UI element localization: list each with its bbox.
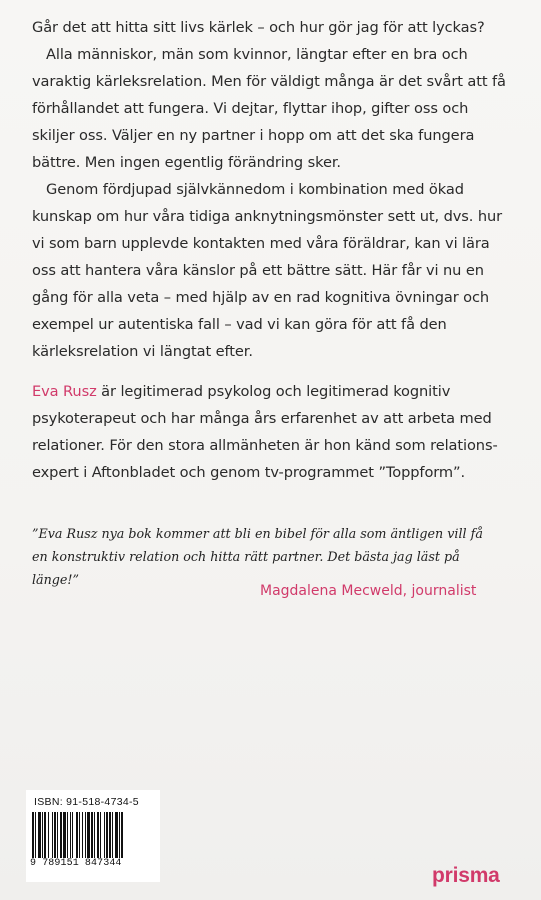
barcode-bar	[112, 812, 113, 858]
barcode-bar	[106, 812, 108, 858]
barcode-bar	[32, 812, 34, 858]
barcode-bar	[100, 812, 101, 858]
barcode-bar	[70, 812, 71, 858]
barcode-bar	[91, 812, 93, 858]
barcode-bar	[54, 812, 56, 858]
barcode-bar	[35, 812, 36, 858]
barcode-bar	[63, 812, 66, 858]
publisher-logo: prisma	[432, 864, 500, 887]
barcode-bar	[48, 812, 49, 858]
review-quote-text: ”Eva Rusz nya bok kommer att bli en bibel för alla som äntligen vill få en konstruktiv relation och hitta rätt partner. Det bästa jag läst på länge!”	[32, 526, 483, 587]
author-name: Eva Rusz	[32, 383, 97, 400]
blurb	[32, 14, 514, 365]
barcode-bar	[60, 812, 62, 858]
barcode-bar	[121, 812, 123, 858]
barcode-bar	[87, 812, 90, 858]
author-paragraph	[32, 378, 522, 486]
barcode-bar	[82, 812, 83, 858]
barcode-bar	[52, 812, 53, 858]
review-attribution: Magdalena Mecweld, journalist	[260, 583, 477, 599]
barcode-bar	[97, 812, 99, 858]
barcode-bar	[115, 812, 118, 858]
barcode-bar	[79, 812, 80, 858]
barcode-bar	[109, 812, 111, 858]
blurb-lead: Går det att hitta sitt livs kärlek – och hur gör jag för att lyckas?	[32, 19, 485, 36]
barcode-bar	[119, 812, 120, 858]
barcode-bar	[57, 812, 58, 858]
barcode-bar	[44, 812, 46, 858]
author-bio-text: är legitimerad psykolog och legitimerad kognitiv psykoterapeut och har många års erfarenhet av att arbeta med relationer. För den stora allmänheten är hon känd som relations-expert i Aftonbladet och genom tv-programmet ”Toppform”.	[32, 383, 498, 481]
barcode-bar	[85, 812, 86, 858]
blurb-paragraph-1: Alla människor, män som kvinnor, längtar efter en bra och varaktig kärleksrelation. Men för väldigt många är det svårt att få förhållandet att fungera. Vi dejtar, flyttar ihop, gifter oss och skiljer oss. Väljer en ny partner i hopp om att det ska fungera bättre. Men ingen egentlig förändring sker.	[32, 46, 506, 171]
barcode-bar	[104, 812, 105, 858]
barcode-bar	[76, 812, 78, 858]
blurb-paragraph-2: Genom fördjupad självkännedom i kombination med ökad kunskap om hur våra tidiga anknytningsmönster sett ut, dvs. hur vi som barn upplevde kontakten med våra föräldrar, kan vi lära oss att hantera våra känslor på ett bättre sätt. Här får vi nu en gång för alla veta – med hjälp av en rad kognitiva övningar och exempel ur autentiska fall – vad vi kan göra för att få den kärleksrelation vi längtat efter.	[32, 181, 503, 360]
barcode-icon	[32, 812, 154, 858]
barcode-bar	[94, 812, 95, 858]
isbn-label: ISBN: 91-518-4734-5	[34, 796, 139, 808]
barcode-bar	[67, 812, 68, 858]
author-bio	[32, 378, 522, 486]
barcode-bar	[42, 812, 43, 858]
barcode-digits: 9 789151 847344	[30, 858, 122, 869]
barcode-bar	[38, 812, 41, 858]
barcode-bar	[72, 812, 73, 858]
